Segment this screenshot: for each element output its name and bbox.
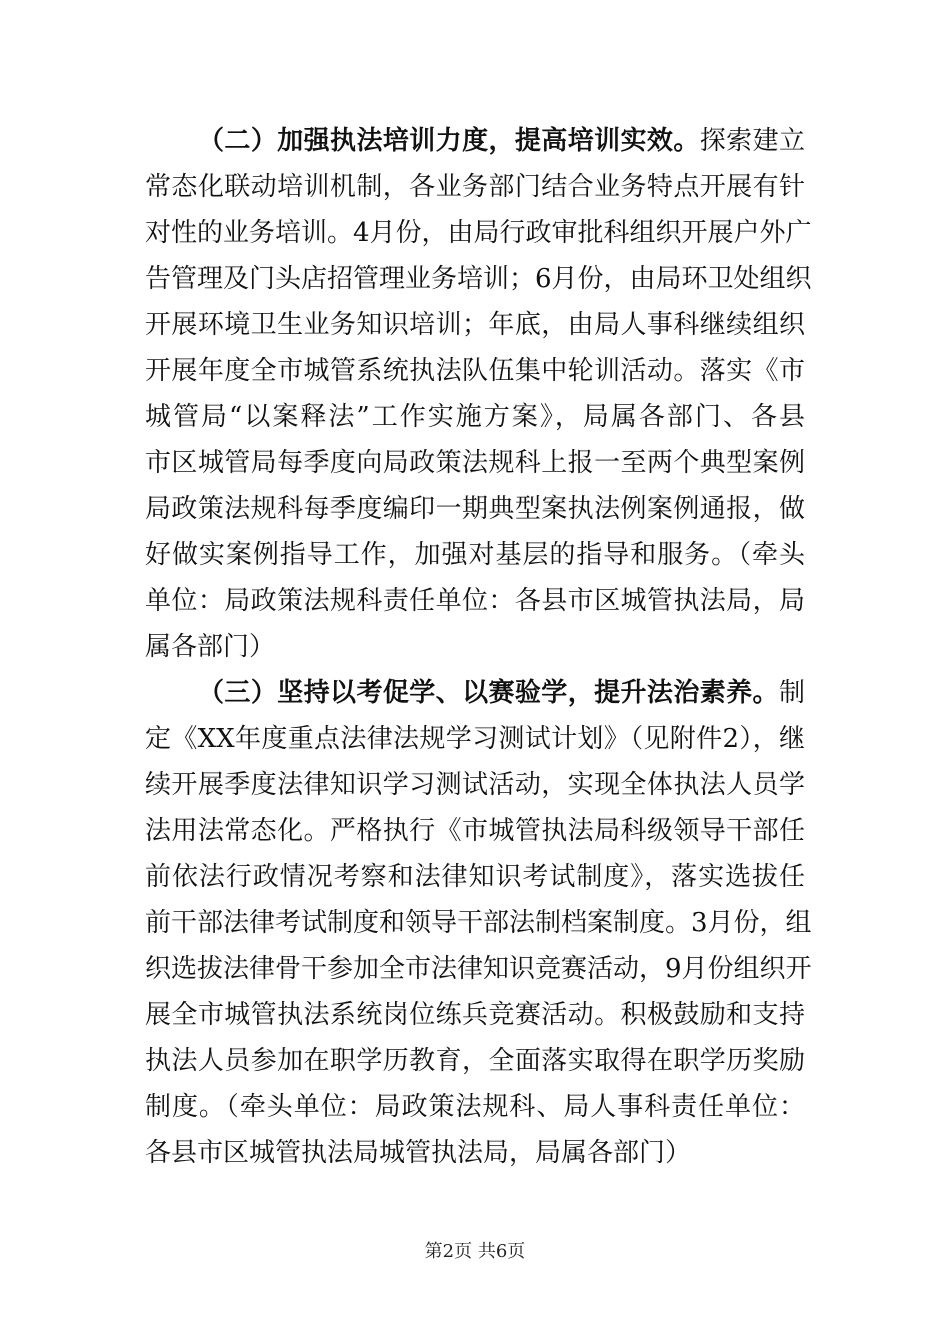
paragraph-line: 制度。（牵头单位：局政策法规科、局人事科责任单位： <box>145 1092 805 1122</box>
paragraph-line: 城管局“以案释法”工作实施方案》，局属各部门、各县 <box>145 402 805 432</box>
paragraph-line: 市区城管局每季度向局政策法规科上报一至两个典型案例 <box>145 448 805 478</box>
page-number-footer: 第2页 共6页 <box>424 1241 526 1262</box>
paragraph-line: 前依法行政情况考察和法律知识考试制度》，落实选拔任 <box>145 862 805 892</box>
paragraph-line: 执法人员参加在职学历教育，全面落实取得在职学历奖励 <box>145 1046 805 1076</box>
paragraph-line: 开展环境卫生业务知识培训；年底，由局人事科继续组织 <box>145 310 805 340</box>
paragraph-text: 探索建立 <box>699 126 805 156</box>
paragraph-line: 法用法常态化。严格执行《市城管执法局科级领导干部任 <box>145 816 805 846</box>
paragraph-line: 属各部门） <box>145 632 276 662</box>
paragraph-line: 常态化联动培训机制，各业务部门结合业务特点开展有针 <box>145 172 805 202</box>
paragraph-line: 定《XX年度重点法律法规学习测试计划》（见附件2），继 <box>145 724 805 754</box>
section2-first-line <box>198 118 805 164</box>
paragraph-line: 告管理及门头店招管理业务培训；6月份，由局环卫处组织 <box>145 264 812 294</box>
paragraph-line: 织选拔法律骨干参加全市法律知识竞赛活动，9月份组织开 <box>145 954 812 984</box>
paragraph-line: 局政策法规科每季度编印一期典型案执法例案例通报，做 <box>145 494 805 524</box>
paragraph-line: 前干部法律考试制度和领导干部法制档案制度。3月份，组 <box>145 908 812 938</box>
paragraph-line: 展全市城管执法系统岗位练兵竞赛活动。积极鼓励和支持 <box>145 1000 805 1030</box>
paragraph-line: 单位：局政策法规科责任单位：各县市区城管执法局，局 <box>145 586 805 616</box>
section2-heading: （二）加强执法培训力度，提高培训实效。 <box>198 126 700 156</box>
paragraph-line: 开展年度全市城管系统执法队伍集中轮训活动。落实《市 <box>145 356 805 386</box>
paragraph-text: 制 <box>778 678 805 708</box>
paragraph-line: 对性的业务培训。4月份，由局行政审批科组织开展户外广 <box>145 218 812 248</box>
section3-first-line <box>198 670 805 716</box>
paragraph-line: 各县市区城管执法局城管执法局，局属各部门） <box>145 1138 692 1168</box>
paragraph-line: 好做实案例指导工作，加强对基层的指导和服务。（牵头 <box>145 540 805 570</box>
section3-heading: （三）坚持以考促学、以赛验学，提升法治素养。 <box>198 678 779 708</box>
paragraph-line: 续开展季度法律知识学习测试活动，实现全体执法人员学 <box>145 770 805 800</box>
